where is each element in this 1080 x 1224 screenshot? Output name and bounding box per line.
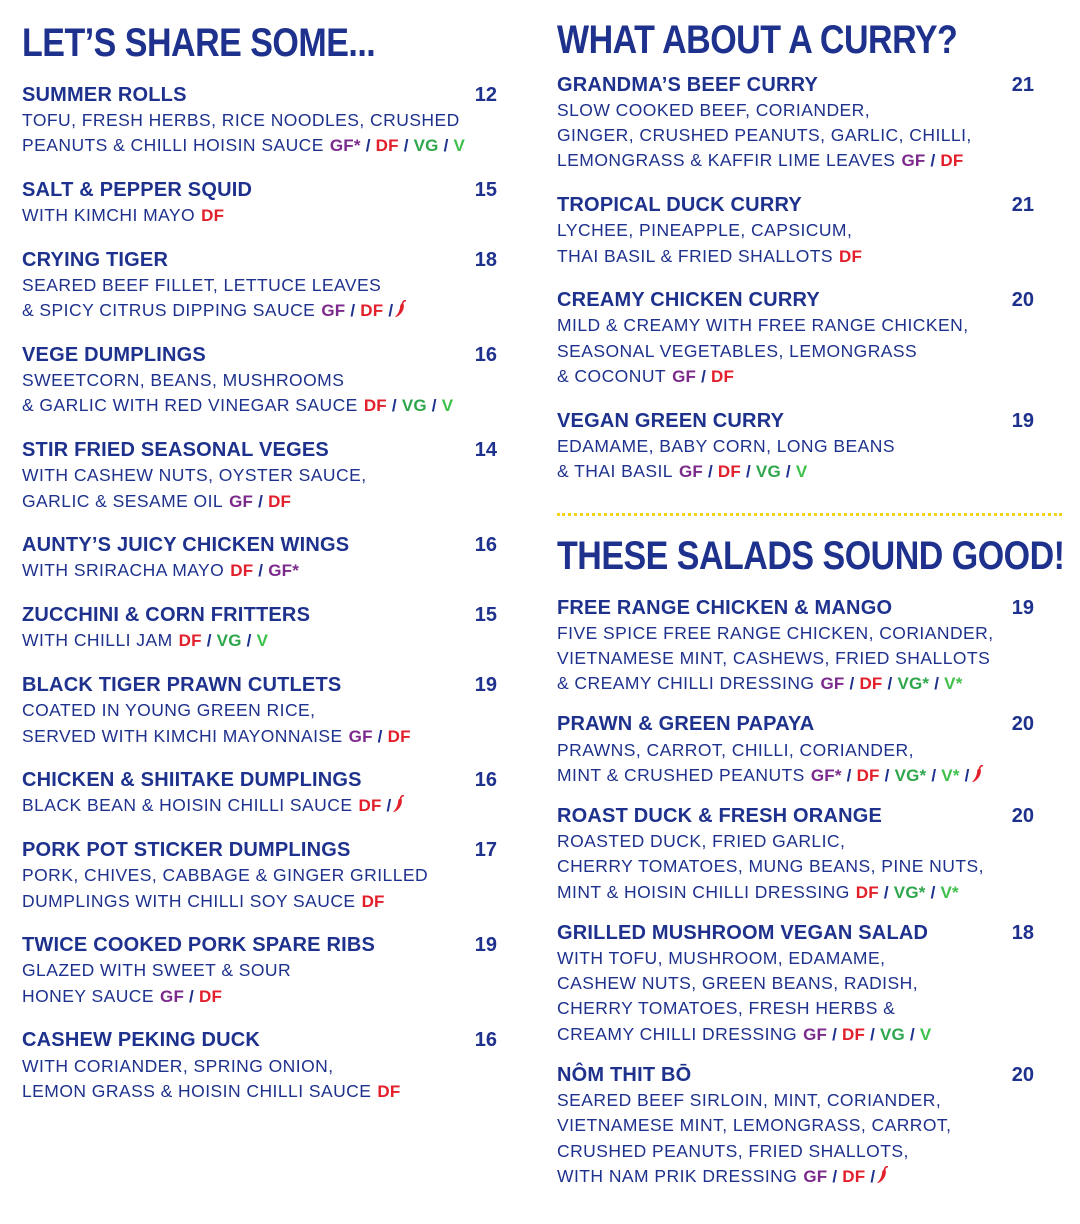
dietary-tag-df: DF — [201, 205, 225, 225]
dietary-tags — [179, 630, 268, 650]
menu-item — [22, 83, 497, 159]
item-name: TROPICAL DUCK CURRY — [557, 193, 802, 216]
dietary-tag-gf: GF — [348, 726, 373, 746]
dotted-divider — [557, 513, 1062, 516]
chili-icon-graphic — [876, 1166, 888, 1184]
dietary-tag-gf: GF — [820, 674, 845, 694]
dietary-tag-df: DF — [198, 986, 223, 1006]
menu-item — [557, 712, 1034, 788]
description-text: WITH CHILLI JAM — [22, 630, 173, 651]
dietary-tags — [811, 765, 983, 785]
item-description-line — [557, 671, 1034, 696]
tag-separator: / — [930, 882, 936, 902]
item-description-line — [22, 273, 497, 298]
dietary-tags — [349, 726, 411, 746]
dietary-tag-gf: GF* — [810, 765, 842, 785]
item-name: TWICE COOKED PORK SPARE RIBS — [22, 934, 376, 957]
dietary-tag-df: DF — [178, 631, 202, 651]
item-price: 16 — [474, 1029, 497, 1052]
description-text: WITH TOFU, MUSHROOM, EDAMAME, — [557, 947, 886, 968]
dietary-tag-df: DF — [842, 1166, 866, 1186]
dietary-tags — [321, 300, 406, 320]
dietary-tag-v: V* — [941, 765, 960, 785]
item-price: 20 — [1011, 289, 1034, 312]
item-description-line — [22, 889, 497, 914]
tag-separator: / — [832, 1166, 838, 1186]
item-price: 12 — [474, 83, 497, 106]
dietary-tags — [229, 491, 291, 511]
description-text: SLOW COOKED BEEF, CORIANDER, — [557, 99, 871, 120]
dietary-tag-v: V — [795, 462, 808, 482]
item-name: NÔM THIT BŌ — [557, 1063, 692, 1086]
description-text: GLAZED WITH SWEET & SOUR — [22, 960, 292, 981]
dietary-tags — [358, 795, 404, 815]
dietary-tag-df: DF — [230, 561, 254, 581]
item-description-line — [22, 1079, 497, 1104]
description-text: ROASTED DUCK, FRIED GARLIC, — [557, 831, 846, 852]
dietary-tags — [364, 395, 453, 415]
item-description-line — [22, 724, 497, 749]
chili-icon — [876, 1166, 888, 1191]
item-description-line — [22, 698, 497, 723]
dietary-tag-gf: GF — [229, 491, 254, 511]
item-description-line — [557, 646, 1034, 671]
dietary-tag-gf: GF — [672, 367, 697, 387]
description-text: CHERRY TOMATOES, FRESH HERBS & — [557, 998, 896, 1019]
description-text: & THAI BASIL — [557, 461, 673, 482]
dietary-tags — [160, 986, 222, 1006]
item-price: 17 — [474, 839, 497, 861]
item-description-line — [22, 203, 497, 228]
item-price: 15 — [474, 604, 497, 627]
dietary-tag-df: DF — [856, 765, 880, 785]
item-name: VEGE DUMPLINGS — [22, 343, 206, 366]
description-text: VIETNAMESE MINT, LEMONGRASS, CARROT, — [557, 1115, 952, 1136]
item-name: CRYING TIGER — [22, 248, 169, 271]
item-description-line — [22, 463, 497, 488]
dietary-tag-df: DF — [711, 367, 735, 387]
description-text: DUMPLINGS WITH CHILLI SOY SAUCE — [22, 890, 356, 911]
item-description-line — [22, 393, 497, 418]
tag-separator: / — [431, 396, 437, 416]
chili-icon — [971, 765, 983, 790]
item-description-line — [557, 1139, 1034, 1164]
item-description-line — [22, 1054, 497, 1079]
tag-separator: / — [832, 1024, 838, 1044]
item-price: 14 — [474, 438, 497, 461]
item-description-line — [557, 1164, 1034, 1189]
dietary-tag-df: DF — [839, 246, 863, 266]
dietary-tags — [803, 1166, 888, 1186]
dietary-tags — [679, 461, 807, 481]
description-text: SEARED BEEF FILLET, LETTUCE LEAVES — [22, 274, 382, 295]
dietary-tag-df: DF — [360, 301, 384, 321]
description-text: BLACK BEAN & HOISIN CHILLI SAUCE — [22, 795, 353, 816]
item-description-line — [22, 628, 497, 653]
dietary-tag-gf: GF — [803, 1166, 828, 1186]
menu-item — [557, 596, 1034, 697]
item-name: FREE RANGE CHICKEN & MANGO — [557, 596, 893, 619]
menu-item — [22, 768, 497, 819]
dietary-tag-vg: VG — [401, 396, 427, 416]
item-description-line — [557, 98, 1034, 123]
dietary-tag-df: DF — [363, 396, 387, 416]
item-description-line — [557, 996, 1034, 1021]
item-description-line — [557, 1088, 1034, 1113]
dietary-tag-vg: VG — [216, 631, 242, 651]
item-name: GRANDMA’S BEEF CURRY — [557, 73, 819, 96]
tag-separator: / — [846, 765, 852, 785]
menu-item — [22, 933, 497, 1009]
tag-separator: / — [258, 491, 264, 511]
tag-separator: / — [386, 796, 392, 816]
dietary-tag-df: DF — [358, 796, 382, 816]
description-text: & SPICY CITRUS DIPPING SAUCE — [22, 300, 316, 321]
description-text: MINT & CRUSHED PEANUTS — [557, 764, 805, 785]
section-heading-salads: THESE SALADS SOUND GOOD! — [557, 533, 1065, 579]
dietary-tag-df: DF — [842, 1024, 866, 1044]
item-name: BLACK TIGER PRAWN CUTLETS — [22, 673, 342, 696]
tag-separator: / — [745, 462, 751, 482]
dietary-tag-v: V — [256, 631, 269, 651]
item-price: 20 — [1011, 804, 1034, 827]
dietary-tag-vg: VG — [880, 1024, 905, 1044]
item-name: CREAMY CHICKEN CURRY — [557, 289, 820, 312]
description-text: & CREAMY CHILLI DRESSING — [557, 673, 815, 694]
menu-item — [557, 409, 1034, 485]
tag-separator: / — [870, 1024, 876, 1044]
chili-icon — [394, 300, 406, 325]
item-description-line — [22, 558, 497, 583]
item-price: 18 — [474, 248, 497, 271]
chili-icon — [392, 795, 404, 820]
tag-separator: / — [443, 136, 449, 156]
menu-item — [22, 343, 497, 419]
dietary-tag-gf: GF* — [268, 561, 300, 581]
dietary-tags — [803, 1024, 931, 1044]
item-description-line — [22, 958, 497, 983]
item-description-line — [557, 738, 1034, 763]
dietary-tag-df: DF — [268, 491, 292, 511]
item-description-line — [22, 984, 497, 1009]
menu-item — [22, 178, 497, 229]
menu-item — [557, 73, 1034, 174]
tag-separator: / — [930, 151, 936, 171]
salads-menu-list — [557, 596, 1034, 1205]
item-description-line — [557, 1022, 1034, 1047]
description-text: HONEY SAUCE — [22, 985, 155, 1006]
dietary-tags — [820, 673, 962, 693]
description-text: VIETNAMESE MINT, CASHEWS, FRIED SHALLOTS — [557, 648, 991, 669]
menu-item — [557, 193, 1034, 269]
dietary-tag-v: V — [919, 1024, 932, 1044]
item-name: ROAST DUCK & FRESH ORANGE — [557, 804, 883, 827]
description-text: GARLIC & SESAME OIL — [22, 490, 224, 511]
tag-separator: / — [909, 1024, 915, 1044]
chili-icon-graphic — [971, 765, 983, 783]
item-price: 16 — [474, 769, 497, 792]
item-description-line — [22, 863, 497, 888]
item-description-line — [557, 218, 1034, 243]
tag-separator: / — [785, 462, 791, 482]
menu-item — [22, 603, 497, 654]
description-text: EDAMAME, BABY CORN, LONG BEANS — [557, 435, 895, 456]
dietary-tag-df: DF — [855, 882, 879, 902]
description-text: LEMON GRASS & HOISIN CHILLI SAUCE — [22, 1080, 372, 1101]
item-price: 16 — [474, 343, 497, 366]
dietary-tag-df: DF — [717, 462, 741, 482]
item-description-line — [557, 829, 1034, 854]
dietary-tag-df: DF — [361, 891, 385, 911]
dietary-tag-gf: GF* — [329, 136, 361, 156]
dietary-tag-df: DF — [940, 151, 964, 171]
description-text: WITH CORIANDER, SPRING ONION, — [22, 1055, 334, 1076]
item-description-line — [557, 148, 1034, 173]
dietary-tag-vg: VG* — [893, 882, 926, 902]
description-text: PORK, CHIVES, CABBAGE & GINGER GRILLED — [22, 865, 429, 886]
item-price: 20 — [1011, 1063, 1034, 1086]
item-description-line — [557, 946, 1034, 971]
dietary-tags — [672, 366, 734, 386]
dietary-tag-df: DF — [375, 136, 399, 156]
item-name: AUNTY’S JUICY CHICKEN WINGS — [22, 534, 350, 557]
item-price: 18 — [1011, 921, 1034, 944]
item-description-line — [22, 793, 497, 818]
item-name: GRILLED MUSHROOM VEGAN SALAD — [557, 921, 929, 944]
dietary-tags — [330, 135, 465, 155]
item-description-line — [22, 298, 497, 323]
item-description-line — [557, 434, 1034, 459]
description-text: WITH SRIRACHA MAYO — [22, 560, 225, 581]
tag-separator: / — [206, 631, 212, 651]
dietary-tag-v: V — [441, 396, 454, 416]
description-text: CASHEW NUTS, GREEN BEANS, RADISH, — [557, 973, 919, 994]
description-text: WITH NAM PRIK DRESSING — [557, 1165, 798, 1186]
description-text: PEANUTS & CHILLI HOISIN SAUCE — [22, 135, 324, 156]
item-description-line — [557, 1113, 1034, 1138]
tag-separator: / — [934, 674, 940, 694]
item-description-line — [557, 459, 1034, 484]
tag-separator: / — [870, 1166, 876, 1186]
item-price: 21 — [1011, 73, 1034, 96]
item-price: 16 — [474, 534, 497, 557]
dietary-tag-vg: VG — [413, 136, 439, 156]
item-description-line — [557, 123, 1034, 148]
dietary-tag-gf: GF — [901, 151, 926, 171]
item-name: SUMMER ROLLS — [22, 83, 187, 106]
item-description-line — [22, 133, 497, 158]
item-description-line — [557, 763, 1034, 788]
dietary-tag-v: V* — [940, 882, 959, 902]
curry-menu-list — [557, 73, 1034, 504]
menu-item — [22, 248, 497, 324]
dietary-tag-df: DF — [377, 1081, 401, 1101]
item-description-line — [557, 339, 1034, 364]
item-description-line — [557, 880, 1034, 905]
tag-separator: / — [884, 765, 890, 785]
description-text: SEASONAL VEGETABLES, LEMONGRASS — [557, 340, 918, 361]
tag-separator: / — [701, 367, 707, 387]
dietary-tag-gf: GF — [803, 1024, 828, 1044]
chili-icon-graphic — [392, 795, 404, 813]
dietary-tag-vg: VG* — [897, 674, 930, 694]
tag-separator: / — [258, 561, 264, 581]
description-text: LYCHEE, PINEAPPLE, CAPSICUM, — [557, 220, 853, 241]
description-text: FIVE SPICE FREE RANGE CHICKEN, CORIANDER, — [557, 622, 994, 643]
tag-separator: / — [350, 301, 356, 321]
item-price: 19 — [474, 673, 497, 696]
description-text: LEMONGRASS & KAFFIR LIME LEAVES — [557, 150, 896, 171]
tag-separator: / — [883, 882, 889, 902]
item-price: 19 — [1011, 596, 1034, 619]
section-heading-curry: WHAT ABOUT A CURRY? — [557, 17, 958, 63]
tag-separator: / — [388, 301, 394, 321]
item-name: PORK POT STICKER DUMPLINGS — [22, 839, 351, 861]
description-text: SWEETCORN, BEANS, MUSHROOMS — [22, 370, 345, 391]
dietary-tags — [230, 560, 299, 580]
item-price: 21 — [1011, 193, 1034, 216]
tag-separator: / — [849, 674, 855, 694]
item-name: VEGAN GREEN CURRY — [557, 409, 785, 432]
tag-separator: / — [964, 765, 970, 785]
share-menu-list — [22, 83, 497, 1124]
dietary-tags — [901, 150, 963, 170]
item-name: CHICKEN & SHIITAKE DUMPLINGS — [22, 769, 362, 792]
description-text: CREAMY CHILLI DRESSING — [557, 1023, 798, 1044]
item-description-line — [22, 108, 497, 133]
item-description-line — [557, 244, 1034, 269]
dietary-tags — [362, 891, 385, 911]
chili-icon-graphic — [394, 300, 406, 318]
dietary-tags — [201, 205, 224, 225]
item-description-line — [557, 364, 1034, 389]
menu-item — [22, 1028, 497, 1104]
dietary-tag-v: V* — [944, 674, 963, 694]
item-description-line — [22, 368, 497, 393]
item-name: SALT & PEPPER SQUID — [22, 178, 253, 201]
tag-separator: / — [391, 396, 397, 416]
tag-separator: / — [403, 136, 409, 156]
description-text: SEARED BEEF SIRLOIN, MINT, CORIANDER, — [557, 1089, 942, 1110]
description-text: & GARLIC WITH RED VINEGAR SAUCE — [22, 395, 358, 416]
dietary-tags — [377, 1081, 400, 1101]
tag-separator: / — [887, 674, 893, 694]
tag-separator: / — [707, 462, 713, 482]
dietary-tag-df: DF — [387, 726, 411, 746]
dietary-tag-gf: GF — [160, 986, 185, 1006]
description-text: WITH CASHEW NUTS, OYSTER SAUCE, — [22, 465, 367, 486]
dietary-tag-gf: GF — [321, 301, 346, 321]
description-text: & COCONUT — [557, 366, 667, 387]
dietary-tag-vg: VG* — [894, 765, 927, 785]
menu-item — [557, 804, 1034, 905]
item-description-line — [22, 489, 497, 514]
menu-item — [557, 1063, 1034, 1189]
tag-separator: / — [246, 631, 252, 651]
description-text: WITH KIMCHI MAYO — [22, 204, 196, 225]
dietary-tags — [856, 882, 959, 902]
item-price: 19 — [474, 934, 497, 957]
item-description-line — [557, 313, 1034, 338]
menu-item — [22, 438, 497, 514]
item-name: CASHEW PEKING DUCK — [22, 1029, 261, 1052]
menu-item — [557, 288, 1034, 389]
tag-separator: / — [377, 726, 383, 746]
tag-separator: / — [189, 986, 194, 1006]
menu-item — [22, 673, 497, 749]
dietary-tag-gf: GF — [678, 462, 703, 482]
menu-item — [557, 921, 1034, 1047]
description-text: GINGER, CRUSHED PEANUTS, GARLIC, CHILLI, — [557, 125, 972, 146]
item-name: STIR FRIED SEASONAL VEGES — [22, 438, 329, 461]
item-description-line — [557, 621, 1034, 646]
tag-separator: / — [931, 765, 937, 785]
dietary-tag-df: DF — [859, 674, 883, 694]
description-text: MILD & CREAMY WITH FREE RANGE CHICKEN, — [557, 315, 969, 336]
description-text: THAI BASIL & FRIED SHALLOTS — [557, 245, 834, 266]
description-text: MINT & HOISIN CHILLI DRESSING — [557, 881, 850, 902]
menu-item — [22, 533, 497, 584]
tag-separator: / — [365, 136, 371, 156]
description-text: CHERRY TOMATOES, MUNG BEANS, PINE NUTS, — [557, 856, 984, 877]
item-description-line — [557, 854, 1034, 879]
item-name: ZUCCHINI & CORN FRITTERS — [22, 604, 311, 627]
item-price: 19 — [1011, 409, 1034, 432]
item-description-line — [557, 971, 1034, 996]
description-text: SERVED WITH KIMCHI MAYONNAISE — [22, 725, 343, 746]
description-text: PRAWNS, CARROT, CHILLI, CORIANDER, — [557, 739, 914, 760]
dietary-tag-vg: VG — [755, 462, 781, 482]
description-text: TOFU, FRESH HERBS, RICE NOODLES, CRUSHED — [22, 109, 460, 130]
item-price: 20 — [1011, 713, 1034, 736]
menu-item — [22, 838, 497, 914]
item-name: PRAWN & GREEN PAPAYA — [557, 713, 815, 736]
item-price: 15 — [474, 178, 497, 201]
dietary-tag-v: V — [453, 136, 466, 156]
dietary-tags — [839, 246, 862, 266]
description-text: CRUSHED PEANUTS, FRIED SHALLOTS, — [557, 1140, 909, 1161]
description-text: COATED IN YOUNG GREEN RICE, — [22, 700, 316, 721]
section-heading-share: LET’S SHARE SOME... — [22, 20, 376, 66]
